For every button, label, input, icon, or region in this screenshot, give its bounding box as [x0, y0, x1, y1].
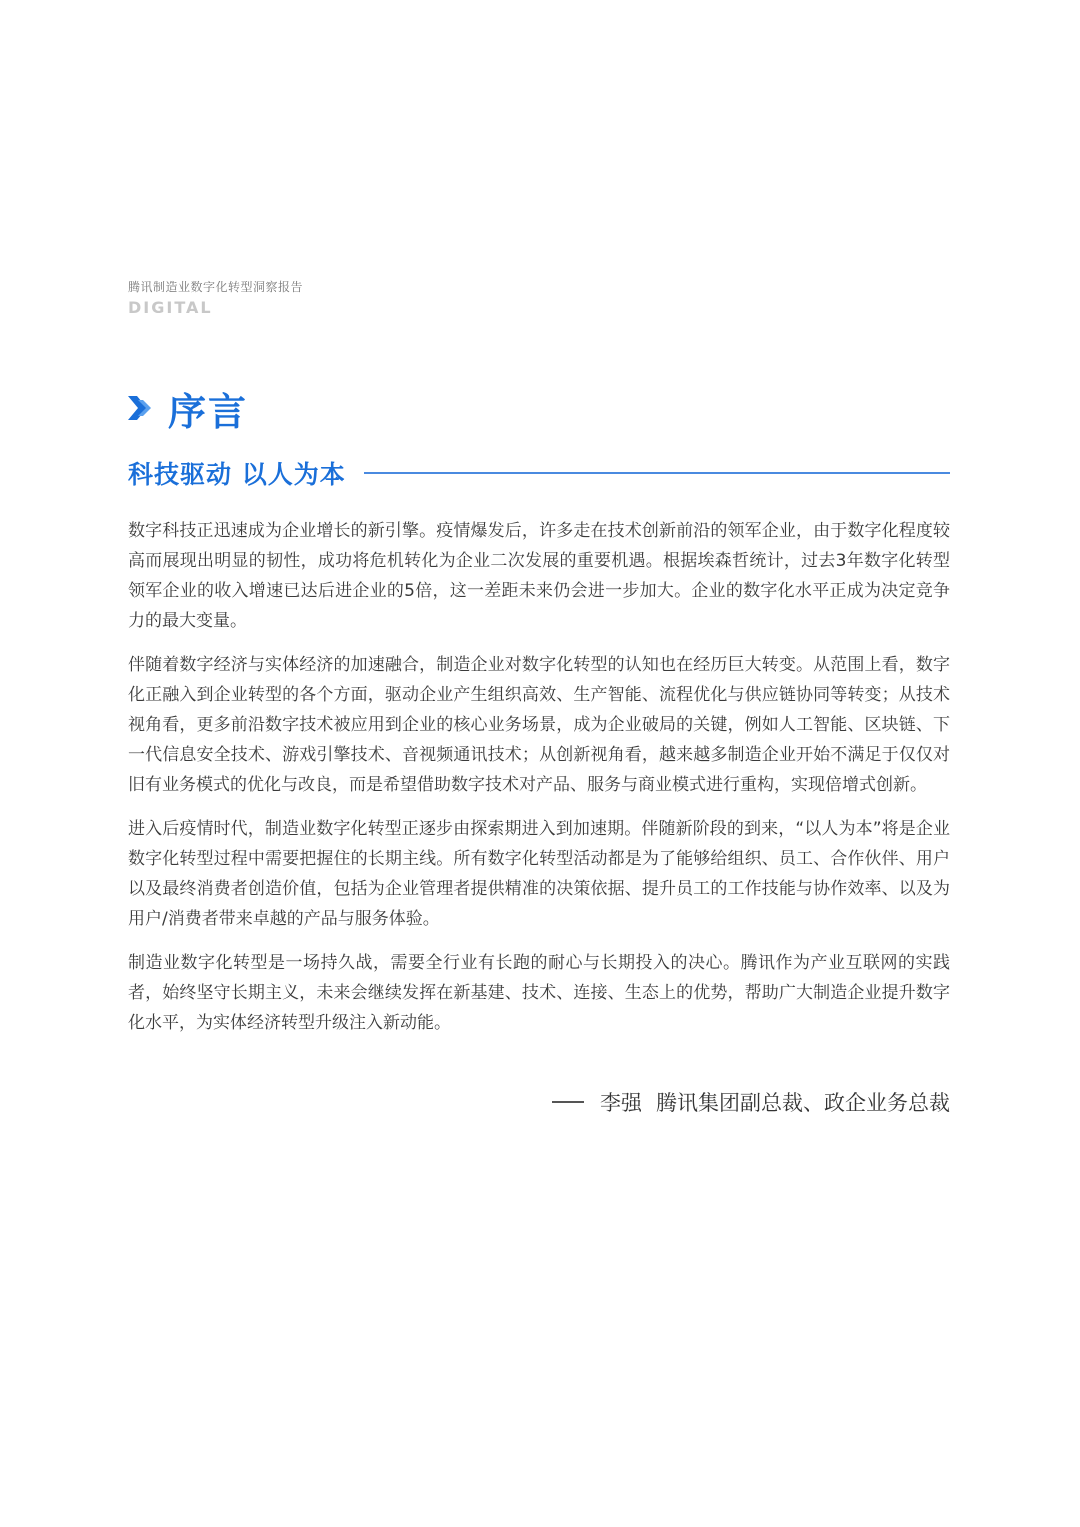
signature-name: 李强	[600, 1091, 642, 1115]
double-chevron-icon	[128, 394, 154, 422]
signature	[552, 1087, 950, 1117]
preface-body	[128, 516, 950, 1052]
digital-watermark	[128, 298, 213, 317]
paragraph: 伴随着数字经济与实体经济的加速融合，制造企业对数字化转型的认知也在经历巨大转变。从范围上看，数字化正融入到企业转型的各个方面，驱动企业产生组织高效、生产智能、流程优化与供应链协同等转变；从技术视角看，更多前沿数字技术被应用到企业的核心业务场景，成为企业破局的关键，例如人工智能、区块链、下一代信息安全技术、游戏引擎技术、音视频通讯技术；从创新视角看，越来越多制造企业开始不满足于仅仅对旧有业务模式的优化与改良，而是希望借助数字技术对产品、服务与商业模式进行重构，实现倍增式创新。	[128, 655, 950, 795]
subtitle-row	[128, 455, 950, 491]
digital-label: DIGITAL	[128, 298, 213, 317]
signature-role: 腾讯集团副总裁、政企业务总裁	[656, 1091, 950, 1115]
section-title	[128, 382, 248, 434]
paragraph: 数字科技正迅速成为企业增长的新引擎。疫情爆发后，许多走在技术创新前沿的领军企业，由于数字化程度较高而展现出明显的韧性，成功将危机转化为企业二次发展的重要机遇。根据埃森哲统计，过去3年数字化转型领军企业的收入增速已达后进企业的5倍，这一差距未来仍会进一步加大。企业的数字化水平正成为决定竞争力的最大变量。	[128, 521, 950, 631]
subtitle-divider	[364, 472, 950, 474]
signature-dash	[552, 1101, 584, 1103]
paragraph: 进入后疫情时代，制造业数字化转型正逐步由探索期进入到加速期。伴随新阶段的到来，“以人为本”将是企业数字化转型过程中需要把握住的长期主线。所有数字化转型活动都是为了能够给组织、员工、合作伙伴、用户以及最终消费者创造价值，包括为企业管理者提供精准的决策依据、提升员工的工作技能与协作效率、以及为用户/消费者带来卓越的产品与服务体验。	[128, 819, 950, 929]
page-subtitle: 科技驱动 以人为本	[128, 460, 346, 489]
paragraph: 制造业数字化转型是一场持久战，需要全行业有长跑的耐心与长期投入的决心。腾讯作为产业互联网的实践者，始终坚守长期主义，未来会继续发挥在新基建、技术、连接、生态上的优势，帮助广大制造企业提升数字化水平，为实体经济转型升级注入新动能。	[128, 953, 950, 1033]
report-series-title: 腾讯制造业数字化转型洞察报告	[128, 280, 304, 294]
page-title: 序言	[168, 389, 249, 434]
